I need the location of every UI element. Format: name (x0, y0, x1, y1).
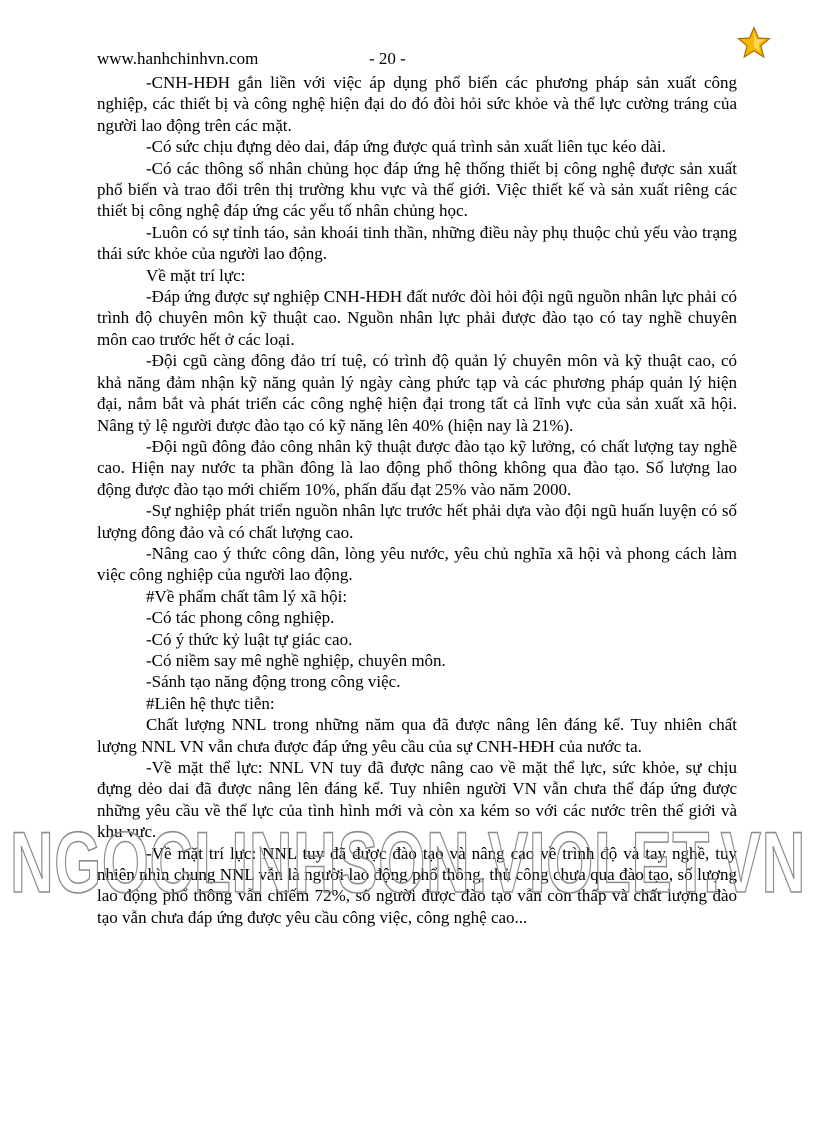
paragraph: -Có sức chịu đựng dẻo dai, đáp ứng được quá trình sản xuất liên tục kéo dài. (146, 137, 666, 157)
document-body (97, 72, 737, 928)
list-item: -Sánh tạo năng động trong công việc. (146, 672, 401, 692)
watermark-text: NGOCLINHSON.VIOLET.VN (10, 815, 806, 904)
paragraph: -Đáp ứng được sự nghiệp CNH-HĐH đất nước đòi hỏi đội ngũ nguồn nhân lực phải có trình độ chuyên môn kỹ thuật cao. Nguồn nhân lực phải được đào tạo có tay nghề chuyên môn cao trước hết ở các loại. (97, 287, 737, 349)
paragraph: Chất lượng NNL trong những năm qua đã được nâng lên đáng kể. Tuy nhiên chất lượng NNL VN vẫn chưa được đáp ứng yêu cầu của sự CNH-HĐH của nước ta. (97, 715, 737, 756)
list-item: -Có ý thức kỷ luật tự giác cao. (146, 629, 353, 649)
paragraph: -Về mặt trí lực: NNL tuy đã được đào tạo và nâng cao về trình độ và tay nghề, tuy nhiên nhìn chung NNL vẫn là người lao động phổ thông, thủ công chưa qua đào tạo, số lượng lao động phổ thông vẫn chiếm 72%, số người được đào tạo vẫn còn thấp và chất lượng đào tạo vẫn chưa đáp ứng được yêu cầu công việc, công nghệ cao... (97, 843, 737, 927)
paragraph: -Luôn có sự tỉnh táo, sản khoái tinh thần, những điều này phụ thuộc chủ yếu vào trạng thái sức khỏe của người lao động. (97, 222, 737, 264)
paragraph: -Đội ngũ đông đảo công nhân kỹ thuật được đào tạo kỹ lưởng, có chất lượng tay nghề cao. Hiện nay nước ta phần đông là lao động phổ thông không qua đào tạo. Số lượng lao động được đào tạo mới chiếm 10%, phấn đấu đạt 25% vào năm 2000. (97, 436, 737, 499)
paragraph: -CNH-HĐH gắn liền với việc áp dụng phổ biến các phương pháp sản xuất công nghiệp, các thiết bị và công nghệ hiện đại do đó đòi hỏi sức khỏe và thể lực cường tráng của người lao động trên các mặt. (97, 73, 737, 135)
list-item: -Có niềm say mê nghề nghiệp, chuyên môn. (146, 650, 446, 670)
page-number: - 20 - (369, 49, 406, 68)
paragraph: -Có các thông số nhân chủng học đáp ứng hệ thống thiết bị công nghệ được sản xuất phổ biến và trao đổi trên thị trường khu vực và thế giới. Việc thiết kế và sản xuất riêng các thiết bị công nghệ đáp ứng các yếu tố nhân chủng học. (97, 158, 737, 221)
paragraph: -Nâng cao ý thức công dân, lòng yêu nước, yêu chủ nghĩa xã hội và phong cách làm việc công nghiệp của người lao động. (97, 543, 737, 585)
section-heading: Về mặt trí lực: (146, 265, 246, 285)
paragraph: -Về mặt thể lực: NNL VN tuy đã được nâng cao về mặt thể lực, sức khỏe, sự chịu đựng dẻo dai đã được nâng lên đáng kể. Tuy nhiên người VN vẫn chưa thể đáp ứng được những yêu cầu về thể lực của tình hình mới và còn xa kém so với các nước trên thế giới và khu vực. (97, 758, 737, 842)
paragraph: -Sự nghiệp phát triển nguồn nhân lực trước hết phải dựa vào đội ngũ huấn luyện có số lượng đông đảo và có chất lượng cao. (97, 501, 737, 542)
section-heading: #Liên hệ thực tiễn: (146, 693, 275, 713)
section-heading: #Về phẩm chất tâm lý xã hội: (146, 586, 348, 606)
star-icon (737, 26, 771, 60)
list-item: -Có tác phong công nghiệp. (146, 608, 335, 628)
paragraph: -Đội cgũ càng đông đảo trí tuệ, có trình độ quản lý chuyên môn và kỹ thuật cao, có khả năng đảm nhận kỹ năng quản lý ngày càng phức tạp và các phương pháp quản lý hiện đại, nắm bắt và phát triển các công nghệ hiện đại trong tất cả lĩnh vực của sản xuất xã hội. Nâng tỷ lệ người được đào tạo có kỹ năng lên 40% (hiện nay là 21%). (97, 351, 737, 435)
site-url: www.hanhchinhvn.com (97, 49, 259, 68)
